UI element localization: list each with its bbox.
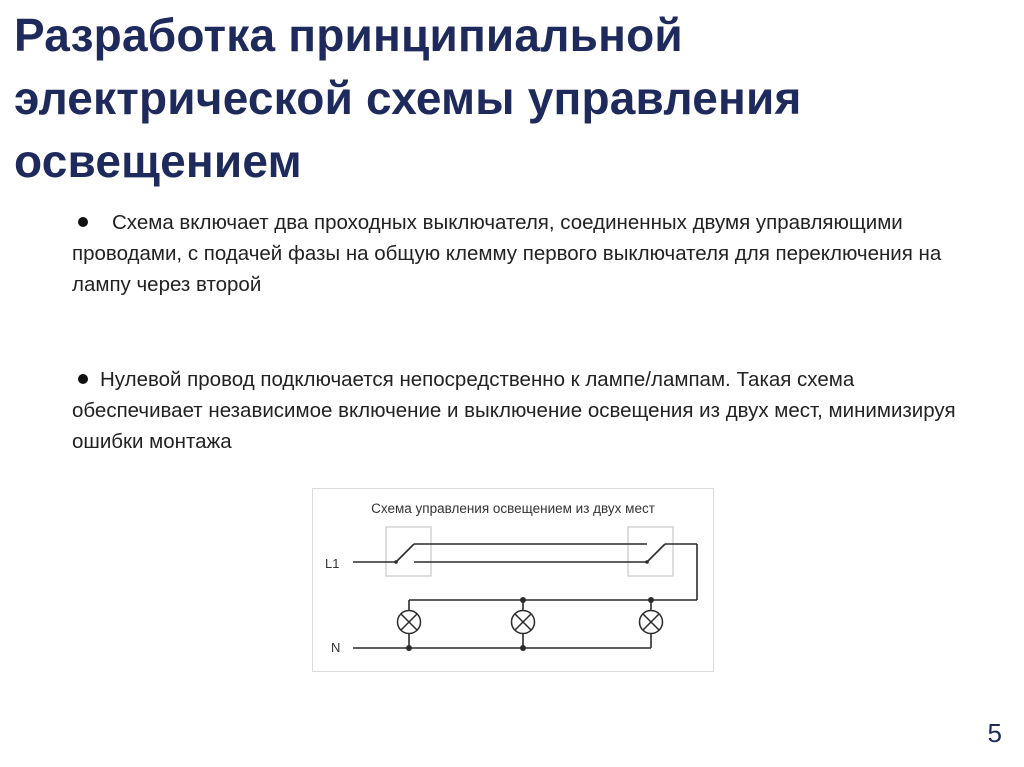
- phase-label: L1: [325, 556, 340, 571]
- bullet-dot-icon: [78, 217, 88, 227]
- bullet-text: Нулевой провод подключается непосредственно к лампе/лампам. Такая схема обеспечивает независимое включение и выключение освещения из двух мест, минимизируя ошибки монтажа: [72, 368, 956, 453]
- lamp-1-icon: [398, 611, 421, 634]
- junction-dot: [648, 597, 654, 603]
- neutral-label: N: [331, 640, 341, 655]
- switch-2-box: [628, 527, 673, 576]
- bullet-item: [72, 364, 972, 457]
- bullet-item: [72, 207, 972, 300]
- slide-title: Разработка принципиальной электрической схемы управления освещением: [14, 9, 802, 187]
- wiring-diagram: [312, 488, 714, 672]
- switch-2-pivot: [645, 560, 649, 564]
- switch-1-pivot: [394, 560, 398, 564]
- bullet-list: [72, 207, 972, 457]
- junction-dot: [520, 645, 526, 651]
- wiring-diagram-svg: [313, 489, 713, 671]
- lamp-3-icon: [640, 611, 663, 634]
- diagram-caption: Схема управления освещением из двух мест: [371, 501, 655, 516]
- page-number: 5: [987, 718, 1002, 748]
- switch-1-box: [386, 527, 431, 576]
- junction-dots: [394, 560, 654, 651]
- lamp-2-icon: [512, 611, 535, 634]
- junction-dot: [406, 645, 412, 651]
- switch-1-lever: [396, 544, 414, 562]
- bullet-text: Схема включает два проходных выключателя, соединенных двумя управляющими проводами, с подачей фазы на общую клемму первого выключателя для переключения на лампу через второй: [72, 211, 942, 296]
- lamps: [398, 611, 663, 634]
- switch-2-lever: [647, 544, 665, 562]
- junction-dot: [520, 597, 526, 603]
- bullet-dot-icon: [78, 374, 88, 384]
